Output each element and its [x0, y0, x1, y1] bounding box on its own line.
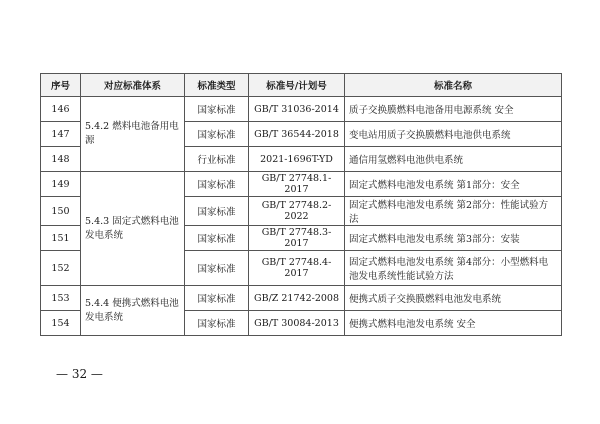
system-cell: 5.4.2 燃料电池备用电源	[81, 97, 185, 172]
row-serial: 153	[41, 286, 81, 311]
row-name: 便携式质子交换膜燃料电池发电系统	[345, 286, 562, 311]
row-code: GB/T 27748.4-2017	[249, 251, 345, 286]
row-serial: 147	[41, 122, 81, 147]
row-type: 国家标准	[185, 97, 249, 122]
row-code: 2021-1696T-YD	[249, 147, 345, 172]
row-code: GB/T 27748.1-2017	[249, 172, 345, 197]
page-number: — 32 —	[56, 367, 103, 381]
row-code: GB/T 36544-2018	[249, 122, 345, 147]
header-row	[41, 74, 562, 97]
row-serial: 150	[41, 197, 81, 226]
row-code: GB/Z 21742-2008	[249, 286, 345, 311]
row-name: 通信用氢燃料电池供电系统	[345, 147, 562, 172]
row-type: 行业标准	[185, 147, 249, 172]
table-row	[41, 172, 562, 197]
row-code: GB/T 27748.2-2022	[249, 197, 345, 226]
table-row	[41, 286, 562, 311]
header-name: 标准名称	[345, 74, 562, 97]
row-type: 国家标准	[185, 311, 249, 336]
row-code: GB/T 30084-2013	[249, 311, 345, 336]
row-type: 国家标准	[185, 172, 249, 197]
row-name: 固定式燃料电池发电系统 第3部分：安装	[345, 226, 562, 251]
row-type: 国家标准	[185, 122, 249, 147]
row-name: 固定式燃料电池发电系统 第2部分：性能试验方法	[345, 197, 562, 226]
standards-table	[40, 73, 562, 336]
row-type: 国家标准	[185, 226, 249, 251]
header-system: 对应标准体系	[81, 74, 185, 97]
row-code: GB/T 31036-2014	[249, 97, 345, 122]
header-code: 标准号/计划号	[249, 74, 345, 97]
row-name: 固定式燃料电池发电系统 第1部分：安全	[345, 172, 562, 197]
row-serial: 152	[41, 251, 81, 286]
row-serial: 146	[41, 97, 81, 122]
system-cell: 5.4.4 便携式燃料电池发电系统	[81, 286, 185, 336]
row-serial: 149	[41, 172, 81, 197]
row-name: 固定式燃料电池发电系统 第4部分：小型燃料电池发电系统性能试验方法	[345, 251, 562, 286]
row-name: 变电站用质子交换膜燃料电池供电系统	[345, 122, 562, 147]
row-serial: 154	[41, 311, 81, 336]
row-type: 国家标准	[185, 286, 249, 311]
row-code: GB/T 27748.3-2017	[249, 226, 345, 251]
row-name: 便携式燃料电池发电系统 安全	[345, 311, 562, 336]
header-type: 标准类型	[185, 74, 249, 97]
table-row	[41, 97, 562, 122]
system-cell: 5.4.3 固定式燃料电池发电系统	[81, 172, 185, 286]
row-serial: 148	[41, 147, 81, 172]
row-type: 国家标准	[185, 251, 249, 286]
row-serial: 151	[41, 226, 81, 251]
row-name: 质子交换膜燃料电池备用电源系统 安全	[345, 97, 562, 122]
row-type: 国家标准	[185, 197, 249, 226]
header-serial: 序号	[41, 74, 81, 97]
